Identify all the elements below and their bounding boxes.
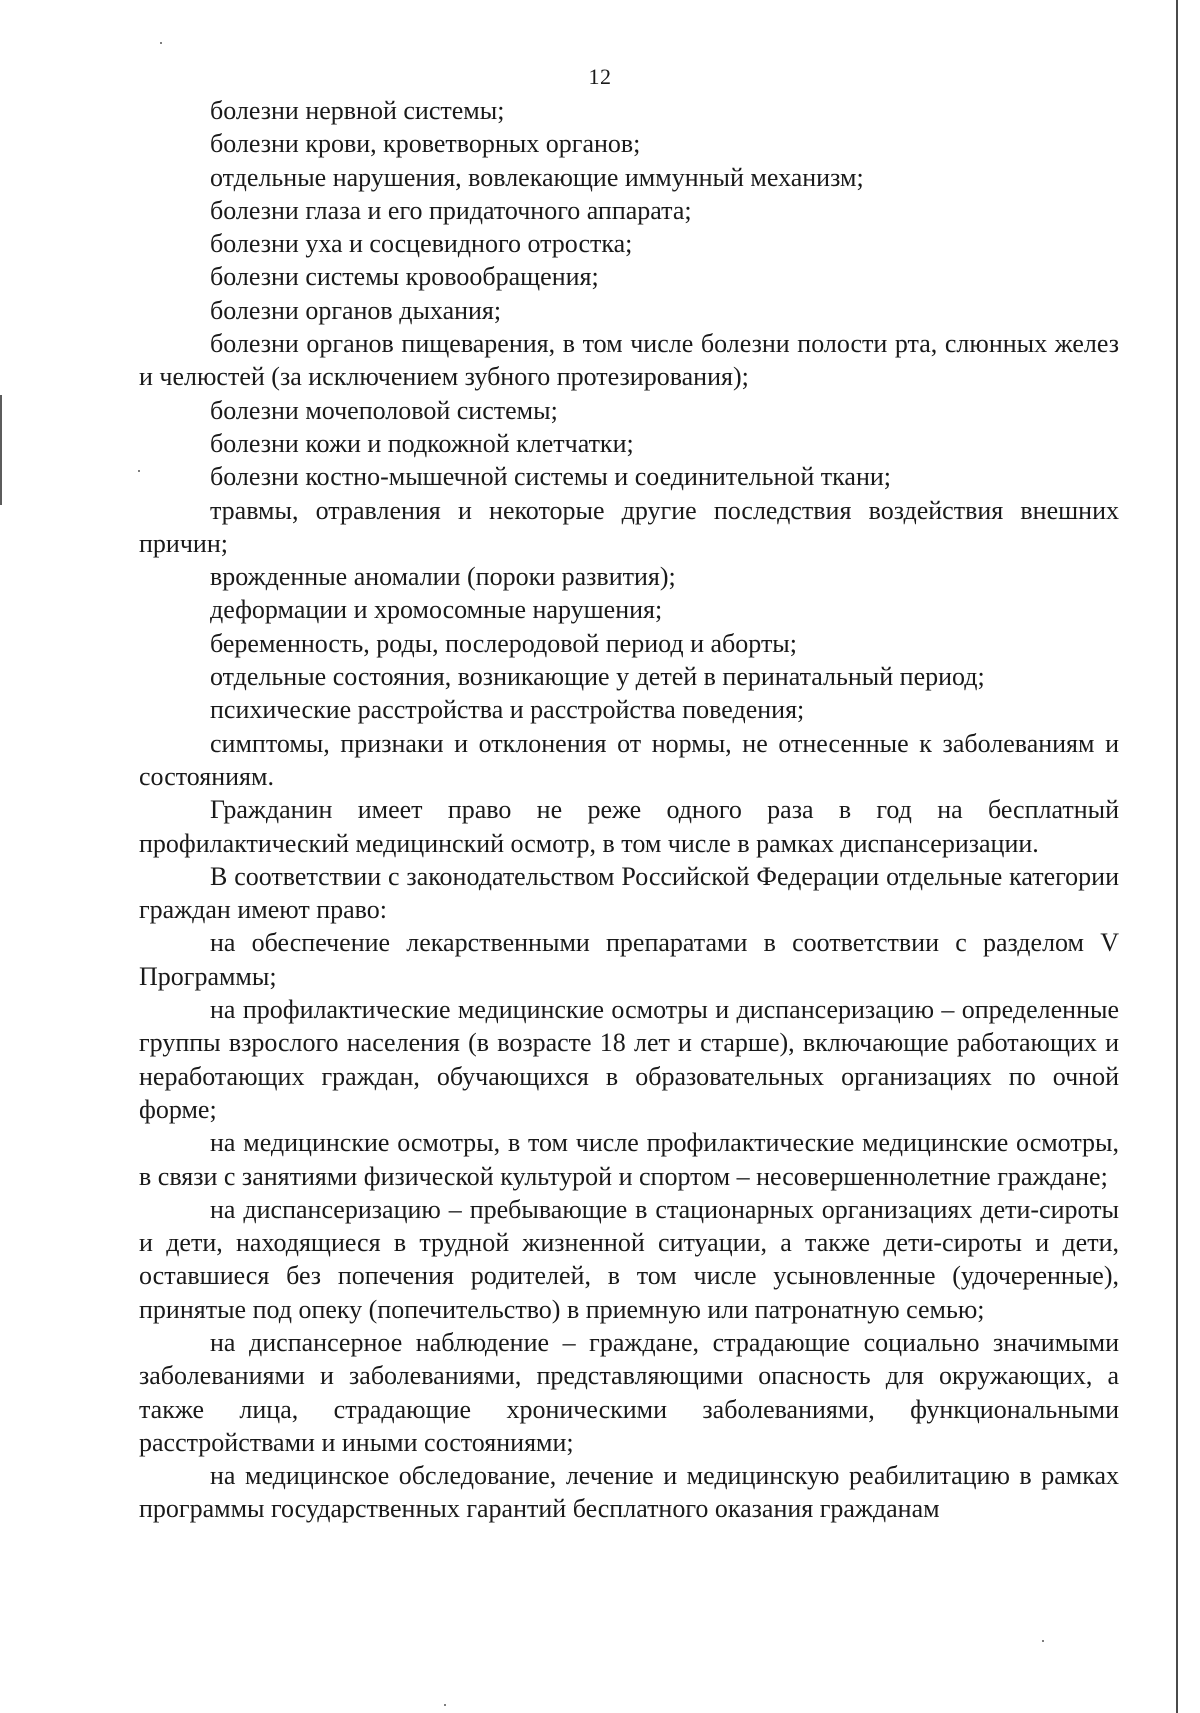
paragraph: на обеспечение лекарственными препаратами в соответствии с разделом V Программы; bbox=[139, 928, 1119, 991]
paragraph: болезни уха и сосцевидного отростка; bbox=[210, 229, 633, 259]
page-number: 12 bbox=[588, 64, 612, 89]
paragraph: болезни органов пищеварения, в том числе болезни полости рта, слюнных желез и челюстей (за исключением зубного протезирования); bbox=[139, 329, 1119, 392]
paragraph: болезни системы кровообращения; bbox=[210, 262, 599, 292]
paragraph: болезни мочеполовой системы; bbox=[210, 395, 558, 425]
paragraph: болезни кожи и подкожной клетчатки; bbox=[210, 428, 634, 458]
scan-dot bbox=[444, 1704, 446, 1706]
scan-edge-right bbox=[1176, 0, 1178, 1713]
paragraph: на медицинские осмотры, в том числе профилактические медицинские осмотры, в связи с занятиями физической культурой и спортом – несовершеннолетние граждане; bbox=[139, 1128, 1119, 1191]
paragraph: болезни костно-мышечной системы и соединительной ткани; bbox=[210, 462, 892, 492]
paragraph: деформации и хромосомные нарушения; bbox=[210, 595, 663, 625]
paragraph: на профилактические медицинские осмотры и диспансеризацию – определенные группы взрослого населения (в возрасте 18 лет и старше), включающие работающих и неработающих граждан, обучающихся в образовательных организациях по очной форме; bbox=[139, 995, 1119, 1124]
scan-dot bbox=[1042, 1640, 1044, 1642]
paragraph: симптомы, признаки и отклонения от нормы, не отнесенные к заболеваниям и состояниям. bbox=[139, 728, 1119, 791]
paragraph: на диспансерное наблюдение – граждане, страдающие социально значимыми заболеваниями и заболеваниями, представляющими опасность для окружающих, а также лица, страдающие хроническими заболеваниями, функциональными расстройствами и иными состояниями; bbox=[139, 1327, 1119, 1457]
paragraph: отдельные нарушения, вовлекающие иммунный механизм; bbox=[210, 162, 864, 192]
scan-edge-left bbox=[0, 395, 2, 505]
scan-dot bbox=[160, 42, 162, 44]
paragraph: болезни глаза и его придаточного аппарата; bbox=[210, 195, 692, 225]
paragraph: психические расстройства и расстройства поведения; bbox=[210, 695, 805, 725]
paragraph: отдельные состояния, возникающие у детей в перинатальный период; bbox=[210, 662, 985, 692]
paragraph: Гражданин имеет право не реже одного раза в год на бесплатный профилактический медицинский осмотр, в том числе в рамках диспансеризации. bbox=[139, 795, 1119, 858]
paragraph: на диспансеризацию – пребывающие в стационарных организациях дети-сироты и дети, находящиеся в трудной жизненной ситуации, а также дети-сироты и дети, оставшиеся без попечения родителей, в том числе усыновленные (удочеренные), принятые под опеку (попечительство) в приемную или патронатную семью; bbox=[139, 1194, 1119, 1324]
paragraph: В соответствии с законодательством Российской Федерации отдельные категории граждан имеют право: bbox=[139, 861, 1119, 925]
paragraph: травмы, отравления и некоторые другие последствия воздействия внешних причин; bbox=[139, 495, 1119, 558]
paragraph: на медицинское обследование, лечение и медицинскую реабилитацию в рамках программы государственных гарантий бесплатного оказания гражданам bbox=[139, 1461, 1119, 1524]
paragraph: беременность, роды, послеродовой период и аборты; bbox=[210, 628, 797, 658]
paragraph: врожденные аномалии (пороки развития); bbox=[210, 562, 676, 592]
paragraph: болезни органов дыхания; bbox=[210, 295, 502, 325]
document-body bbox=[139, 94, 1119, 1526]
paragraph: болезни крови, кроветворных органов; bbox=[210, 129, 641, 159]
paragraph: болезни нервной системы; bbox=[210, 96, 505, 125]
